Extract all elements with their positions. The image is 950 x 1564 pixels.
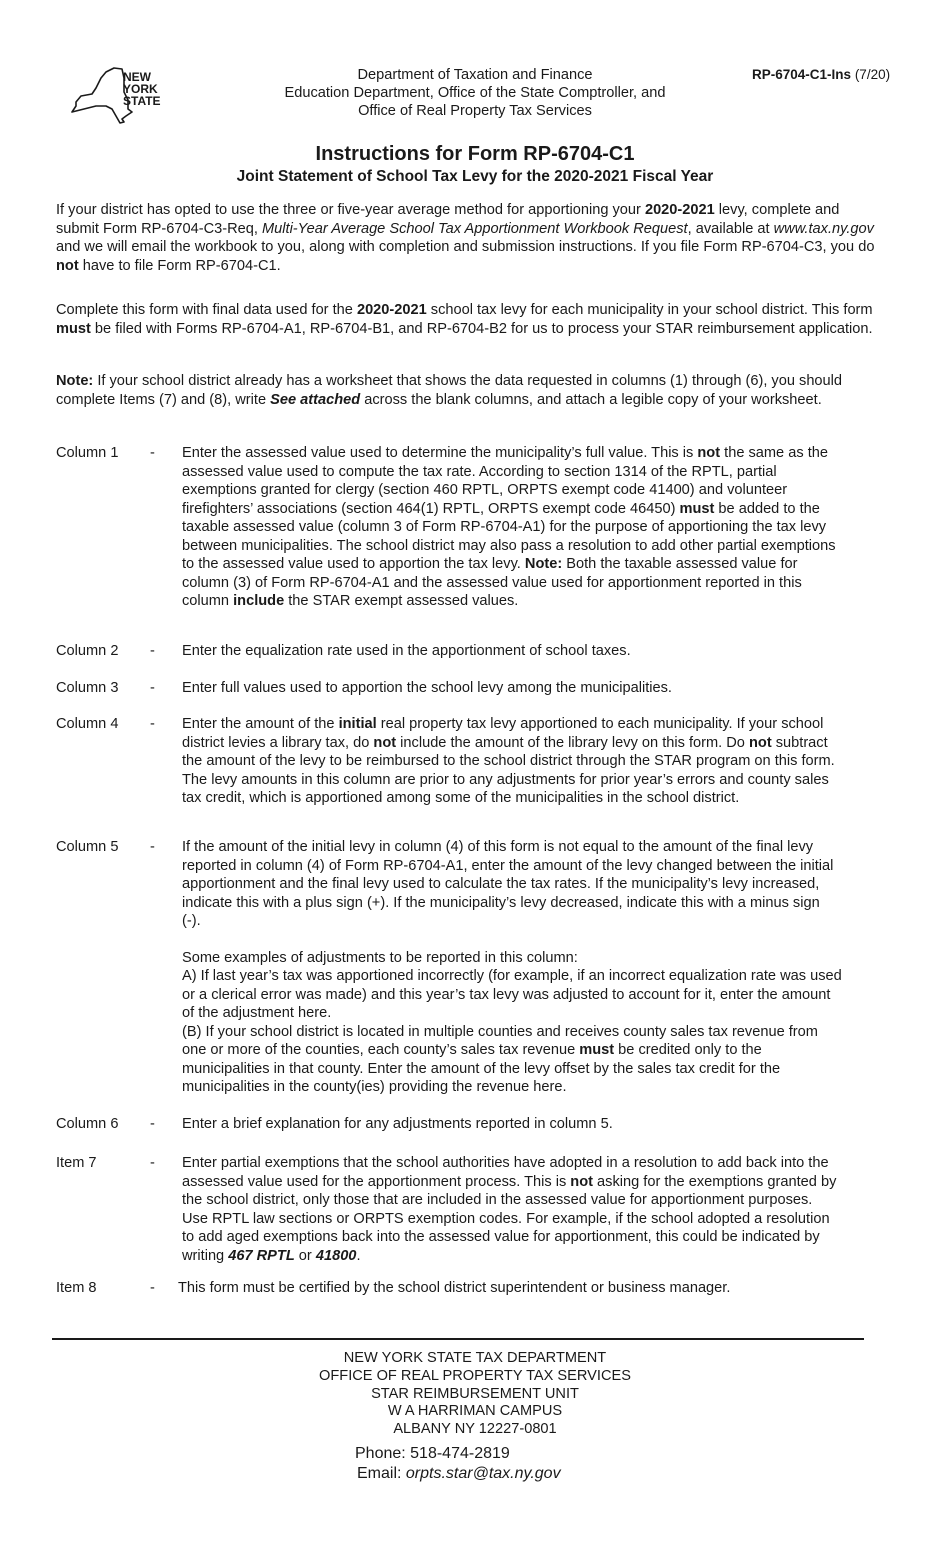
text: subtract the amount of the levy to be reimbursed to the school district through the STAR program on this form. The levy amounts in this column are prior to any adjustments for prior year’s errors and county sales tax credit, which is apportioned among some of the municipalities in the school district. [182,734,835,806]
item-label: Column 6 [56,1116,119,1132]
address-line: ALBANY NY 12227-0801 [393,1421,557,1438]
text: be filed with Forms RP-6704-A1, RP-6704-B1, and RP-6704-B2 for us to process your STAR reimbursement application. [90,320,873,337]
address-line: STAR REIMBURSEMENT UNIT [371,1385,579,1402]
address-line: NEW YORK STATE TAX DEPARTMENT [343,1350,607,1366]
text: real property tax levy apportioned to each municipality. If your school district levies a library tax, do [182,716,824,751]
text: and we will email the workbook to you, along with completion and submission instructions. If you file Form RP-6704-C3, you do [56,239,875,255]
item-dash: - [150,445,155,461]
item-dash: - [150,1280,155,1296]
workbook-title: Multi-Year Average School Tax Apportionment Workbook Request [262,220,688,237]
text: If your school district already has a worksheet that shows the data requested in columns (1) through (6), you should complete Items (7) and (8), write [56,373,843,408]
bold-text: include [233,593,285,609]
bold-text: not [570,1173,593,1190]
address-line: W A HARRIMAN CAMPUS [387,1403,563,1420]
intro-note [56,372,886,409]
item-text [182,715,842,808]
bold-text: must [56,320,91,337]
item-dash: - [150,839,155,855]
text: Complete this form with final data used for the [56,302,357,318]
form-identifier [752,66,890,85]
bold-text: must [579,1042,615,1058]
item-label: Column 2 [56,643,119,659]
item-text: Enter a brief explanation for any adjustments reported in column 5. [182,1116,613,1132]
bold-text: 2020-2021 [644,202,715,218]
intro-paragraph-1 [56,201,886,275]
item-dash: - [150,716,155,732]
item-label: Item 8 [56,1280,97,1296]
page-subtitle: Joint Statement of School Tax Levy for the 2020-2021 Fiscal Year [236,168,714,185]
department-line: Office of Real Property Tax Services [358,103,592,119]
text: Enter the amount of the [182,716,339,732]
item-text [182,838,842,1097]
see-attached-text: See attached [270,391,361,408]
item-label: Column 1 [56,445,119,461]
text: the STAR exempt assessed values. [284,593,519,609]
contact-phone: Phone: 518-474-2819 [355,1445,510,1462]
bold-text: initial [338,716,377,732]
item-text [182,1154,842,1265]
text: be added to the taxable assessed value (column 3 of Form RP-6704-A1) for the purpose of apportioning the tax levy between municipalities. The school district may also pass a resolution to add other partial exemptions to the assessed value used to apportion the tax levy. [182,500,836,572]
bold-text: not [56,257,79,274]
department-line: Department of Taxation and Finance [357,67,593,83]
text: levy, complete and submit Form RP-6704-C3-Req, [56,202,840,237]
item-dash: - [150,1155,155,1171]
department-line: Education Department, Office of the State Comptroller, and [284,85,666,101]
item-label: Column 3 [56,680,119,696]
text: , available at [687,220,774,237]
text: Enter partial exemptions that the school authorities have adopted in a resolution to add back into the assessed value used for the apportionment process. This is [182,1155,829,1190]
text: . [356,1247,361,1264]
item-label: Column 4 [56,716,119,732]
text: school tax levy for each municipality in your school district. This form [426,302,873,318]
contact-email [357,1464,561,1484]
ny-state-outline-icon [66,64,176,126]
item-label: Item 7 [56,1155,97,1171]
item-dash: - [150,643,155,659]
bold-text: must [679,500,715,517]
text: include the amount of the library levy on this form. Do [396,734,749,751]
address-line: OFFICE OF REAL PROPERTY TAX SERVICES [319,1367,631,1384]
website-link[interactable]: www.tax.ny.gov [773,220,874,237]
new-york-state-logo [66,64,176,126]
text: the same as the assessed value used to compute the tax rate. According to section 1314 of the RPTL, partial exemptions granted for clergy (section 460 RPTL, ORPTS exempt code 41400) and volunteer firefighters’ associations (section 464(1) RPTL, ORPTS exempt code 46450) [182,445,828,517]
item-label: Column 5 [56,839,119,855]
page-title: Instructions for Form RP-6704-C1 [315,143,635,165]
text: be credited only to the municipalities in that county. Enter the amount of the levy offset by the sales tax credit for the municipalities in the county(ies) providing the revenue here. [182,1042,781,1095]
example-code: 41800 [315,1247,357,1264]
text: across the blank columns, and attach a legible copy of your worksheet. [360,391,822,408]
bold-text: Note: [524,556,563,572]
form-date: (7/20) [854,67,891,82]
bold-text: 2020-2021 [356,302,427,318]
item-text: This form must be certified by the school district superintendent or business manager. [178,1280,731,1296]
text: Both the taxable assessed value for column (3) of Form RP-6704-A1 and the assessed value used for apportionment reported in this column [182,556,802,609]
form-code: RP-6704-C1-Ins [752,67,852,82]
text: have to file Form RP-6704-C1. [78,257,281,274]
logo-word-york: YORK [123,82,158,96]
email-link[interactable]: orpts.star@tax.ny.gov [405,1465,561,1482]
text: (B) If your school district is located in multiple counties and receives county sales tax revenue from one or more of the counties, each county’s sales tax revenue [182,1023,818,1058]
text: If the amount of the initial levy in column (4) of this form is not equal to the amount of the final levy reported in column (4) of Form RP-6704-A1, enter the amount of the levy changed between the initial apportionment and the final levy used to calculate the tax rates. If the municipality’s levy increased, indicate this with a plus sign (+). If the municipality’s levy decreased, indicate this with a minus sign (-). [182,839,834,929]
mailing-address [0,1350,950,1439]
text: A) If last year’s tax was apportioned incorrectly (for example, if an incorrect equalization rate was used or a clerical error was made) and this year’s tax levy was adjusted to account for it, enter the amount of the adjustment here. [182,968,842,1021]
logo-word-new: NEW [123,70,151,84]
intro-paragraph-2 [56,301,886,338]
note-label: Note: [56,373,94,389]
bold-text: not [748,734,772,751]
item-text [182,444,842,611]
email-label: Email: [357,1465,406,1482]
footer-divider [52,1338,864,1340]
logo-word-state: STATE [123,94,161,108]
item-dash: - [150,1116,155,1132]
example-code: 467 RPTL [228,1247,295,1264]
item-dash: - [150,680,155,696]
item-text: Enter the equalization rate used in the apportionment of school taxes. [182,643,631,659]
item-text: Enter full values used to apportion the school levy among the municipalities. [182,680,672,696]
text: asking for the exemptions granted by the school district, only those that are included in the assessed value for apportionment purposes. Use RPTL law sections or ORPTS exemption codes. For example, if the school adopted a resolution to add aged exemptions back into the assessed value for apportionment, this could be indicated by writing [182,1173,837,1264]
bold-text: not [697,445,721,461]
text: or [294,1247,316,1264]
text: Some examples of adjustments to be reported in this column: [182,949,578,966]
issuing-departments [255,66,695,120]
text: Enter the assessed value used to determine the municipality’s full value. This is [182,445,698,461]
text: If your district has opted to use the three or five-year average method for apportioning your [56,202,645,218]
bold-text: not [373,734,397,751]
